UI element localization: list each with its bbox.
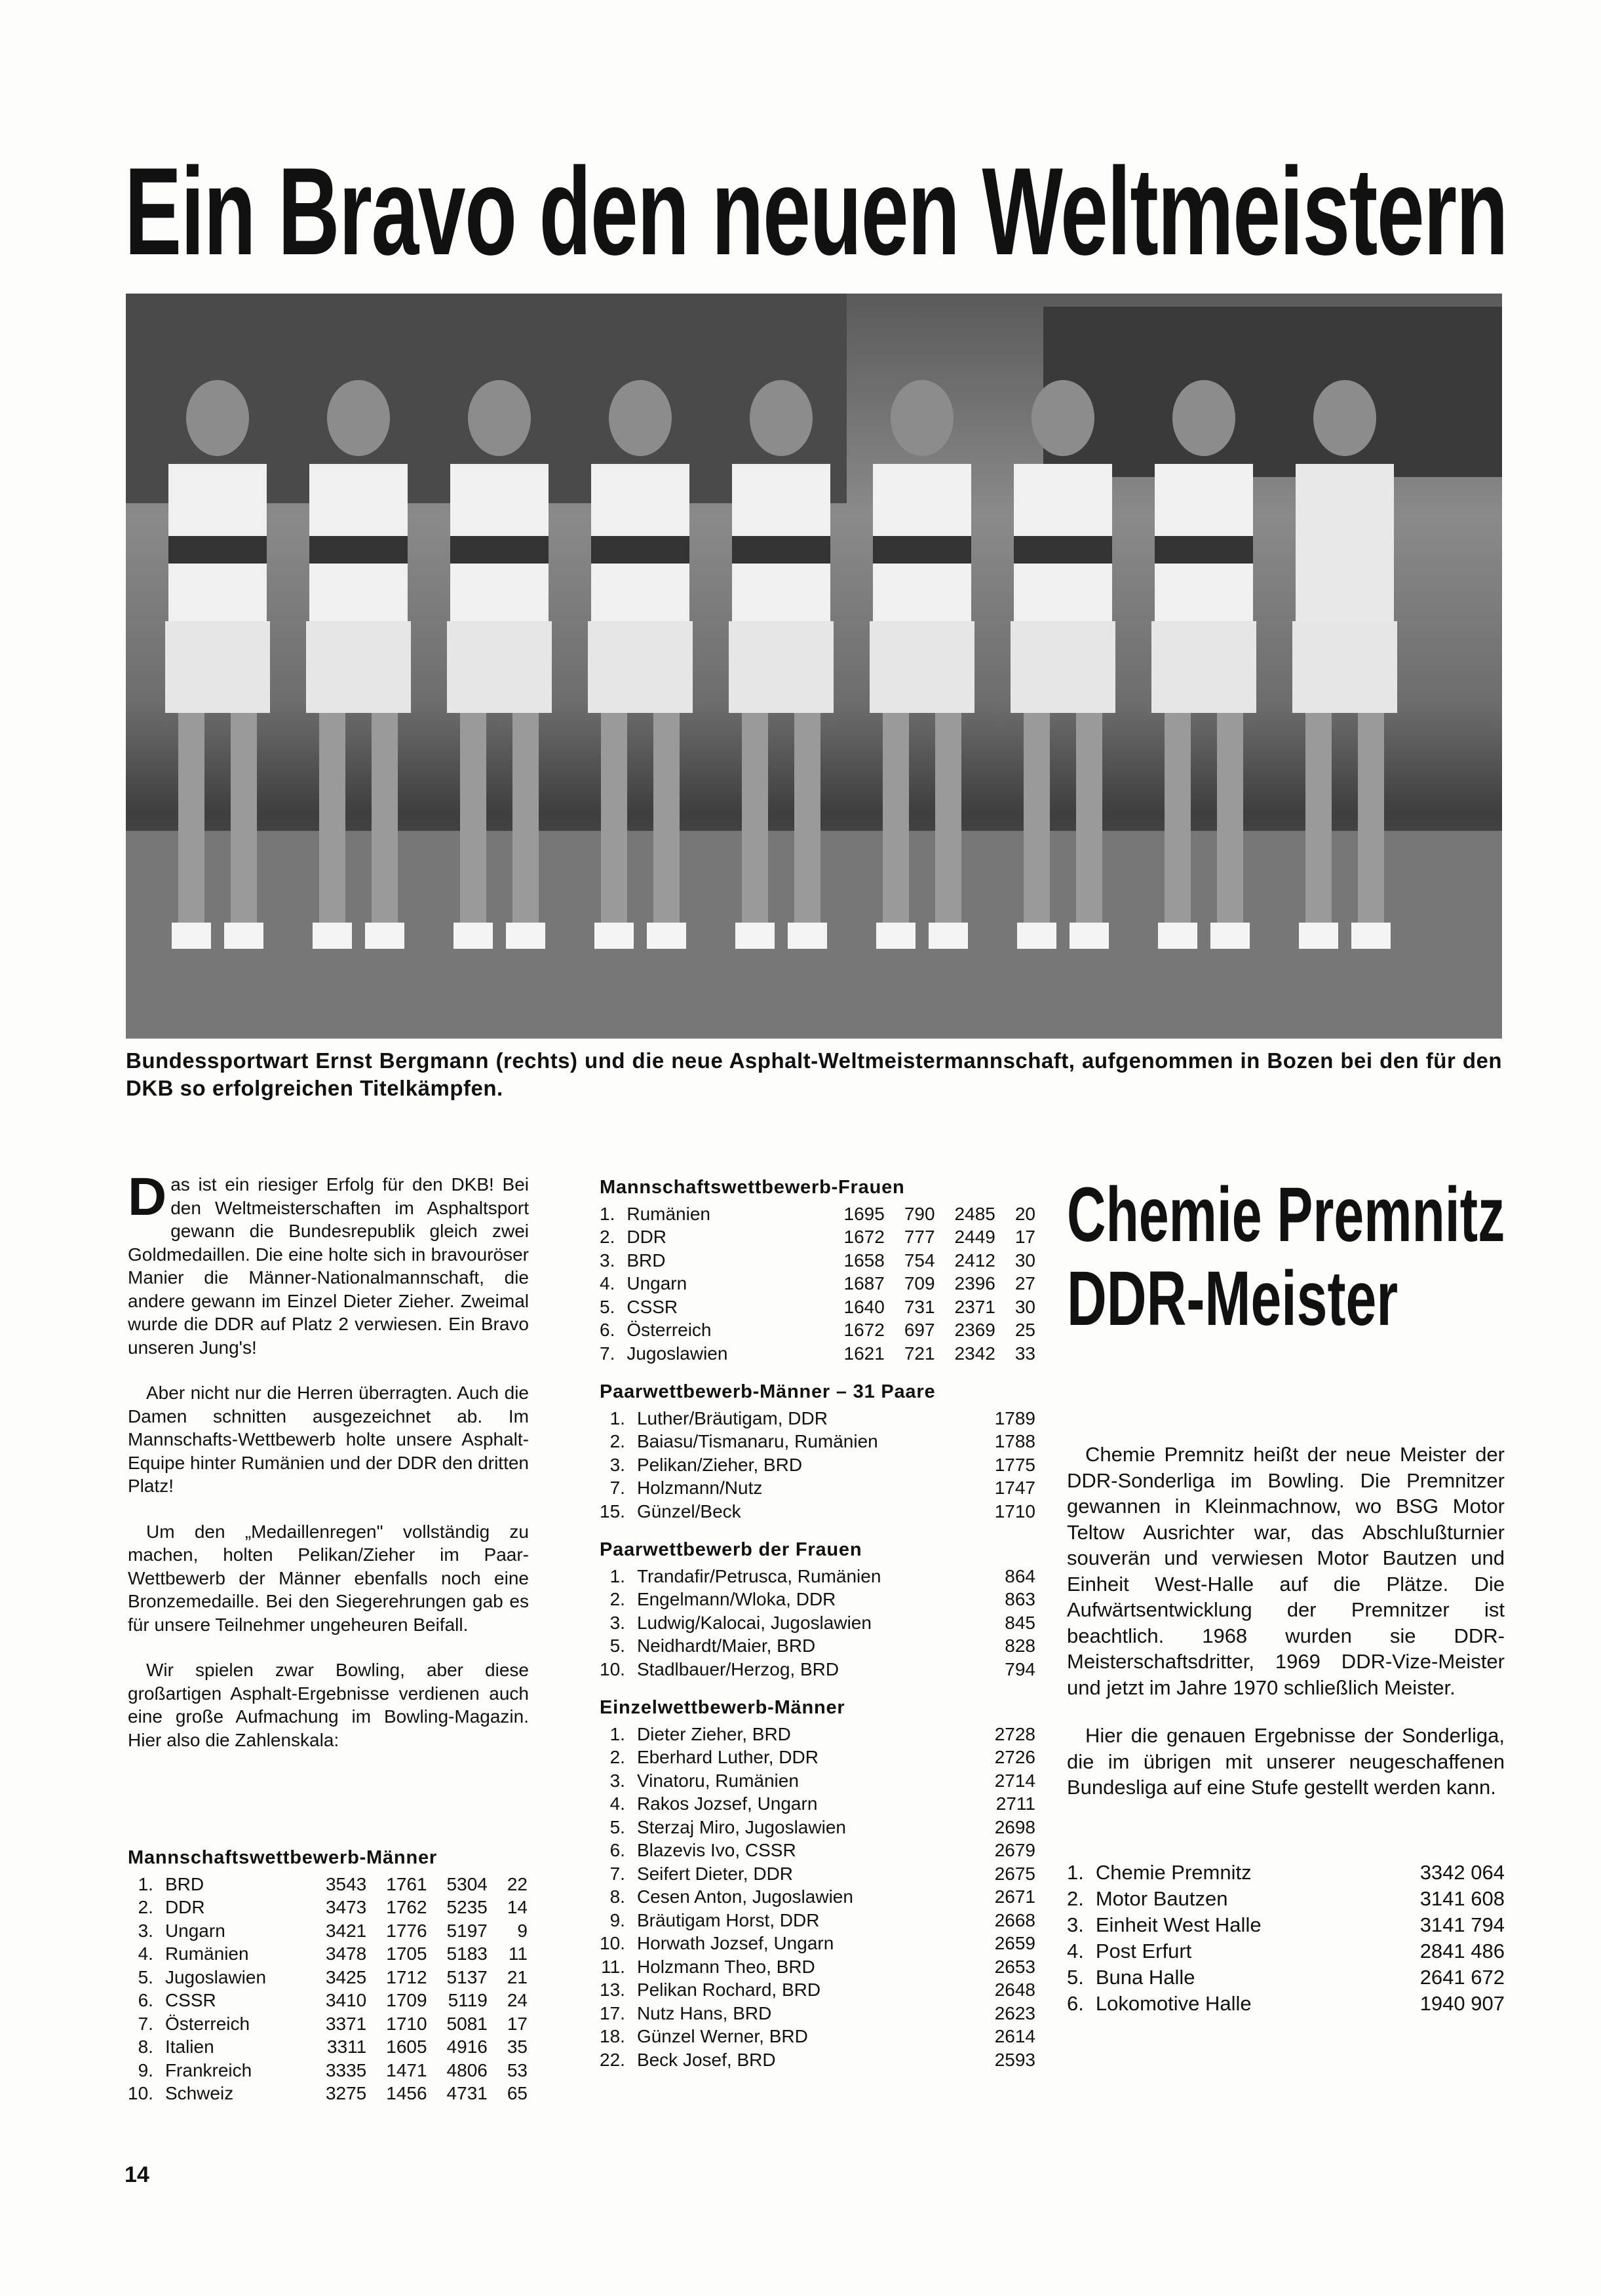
- table-row: [600, 1611, 1035, 1635]
- rank-cell: 10.: [128, 2083, 153, 2103]
- score-cell: 35: [507, 2037, 528, 2057]
- table-row: [600, 1342, 1035, 1366]
- table-title: Einzelwettbewerb-Männer: [600, 1697, 845, 1718]
- score-cell: 2371: [954, 1296, 995, 1317]
- name-cell: BRD: [627, 1250, 666, 1271]
- name-cell: Frankreich: [164, 2059, 252, 2080]
- score-cell: 5119: [448, 1990, 488, 2010]
- table-row: [600, 1792, 1035, 1816]
- name-cell: Pelikan/Zieher, BRD: [636, 1454, 803, 1475]
- score-cell: 1762: [386, 1897, 427, 1917]
- name-cell: Italien: [164, 2037, 214, 2057]
- name-cell: Buna Halle: [1095, 1965, 1195, 1989]
- rank-cell: 3.: [609, 1612, 625, 1633]
- score-cell: 1776: [386, 1920, 427, 1941]
- side-headline: [1067, 1173, 1505, 1343]
- rank-cell: 3.: [138, 1920, 153, 1941]
- rank-cell: 4.: [600, 1273, 615, 1293]
- score-cell: 3311: [327, 2037, 367, 2057]
- rank-cell: 22.: [600, 2049, 625, 2070]
- name-cell: Pelikan Rochard, BRD: [636, 1980, 821, 2000]
- name-cell: Ungarn: [164, 1920, 225, 1941]
- rank-cell: 1.: [609, 1723, 625, 1744]
- table-row: [128, 2012, 528, 2036]
- table-row: [600, 1407, 1035, 1430]
- rank-cell: 4.: [609, 1793, 625, 1814]
- table-row: [600, 1909, 1035, 1932]
- table-row: [600, 1816, 1035, 1839]
- score-cell: 41 486: [1442, 1939, 1505, 1962]
- score-cell: 2726: [994, 1747, 1035, 1767]
- table-row: [600, 1430, 1035, 1453]
- table-title: Paarwettbewerb-Männer – 31 Paare: [600, 1381, 936, 1402]
- score-cell: 2698: [994, 1816, 1035, 1837]
- rank-cell: 9.: [138, 2059, 153, 2080]
- table-title: Paarwettbewerb der Frauen: [600, 1539, 862, 1560]
- score-cell: 1695: [843, 1203, 885, 1224]
- rank-cell: 2.: [609, 1589, 625, 1609]
- rank-cell: 7.: [600, 1343, 615, 1364]
- women-pairs-results: [600, 1539, 1035, 1681]
- article-column: [128, 1167, 529, 1774]
- score-cell: 1761: [386, 1873, 427, 1894]
- table-row: [600, 1318, 1035, 1342]
- score-cell: 1788: [994, 1431, 1035, 1451]
- score-cell: 1705: [386, 1943, 427, 1964]
- title-text: Ein Bravo den neuen Weltmeistern: [125, 142, 1508, 281]
- score-cell: 2369: [954, 1320, 995, 1340]
- score-cell: 2449: [954, 1227, 995, 1247]
- rank-cell: 4.: [138, 1943, 153, 1964]
- rank-cell: 6.: [600, 1320, 615, 1340]
- rank-cell: 5.: [609, 1816, 625, 1837]
- score-cell: 1709: [386, 1990, 427, 2010]
- score-cell: 24: [507, 1990, 528, 2010]
- rank-cell: 2.: [609, 1747, 625, 1767]
- name-cell: BRD: [164, 1873, 204, 1894]
- score-cell: 4731: [446, 2083, 488, 2103]
- rank-cell: 11.: [601, 1956, 625, 1977]
- score-cell: 41 672: [1442, 1965, 1505, 1989]
- table-row: [600, 1295, 1035, 1319]
- score-cell: 2671: [994, 1886, 1035, 1907]
- score-cell: 790: [904, 1203, 935, 1224]
- rank-cell: 5.: [609, 1636, 625, 1656]
- score-cell: 17: [507, 2013, 528, 2034]
- article-paragraph: Um den „Medaillenregen" vollständig zu machen, holten Pelikan/Zieher im Paar-Wettbewerb der Männer ebenfalls noch eine Bronzemedaille. Bei den Siegerehrungen gab es für unsere Teilnehmer ungeheuren Beifall.: [128, 1521, 529, 1635]
- table-row: [1067, 1964, 1505, 1991]
- table-row: [600, 2048, 1035, 2072]
- table-row: [128, 1896, 528, 1919]
- table-row: [600, 1202, 1035, 1226]
- name-cell: Lokomotive Halle: [1095, 1991, 1252, 2015]
- score-cell: 17: [1014, 1227, 1035, 1247]
- score-cell: 27: [1014, 1273, 1035, 1293]
- name-cell: Günzel/Beck: [636, 1501, 741, 1521]
- name-cell: Österreich: [627, 1320, 712, 1340]
- rank-cell: 2.: [138, 1897, 153, 1917]
- rank-cell: 8.: [138, 2037, 153, 2057]
- headline-line: DDR-Meister: [1067, 1255, 1398, 1342]
- men-pairs-results: [600, 1381, 1035, 1523]
- table-row: [600, 1769, 1035, 1793]
- name-cell: Neidhardt/Maier, BRD: [636, 1636, 816, 1656]
- score-cell: 2623: [994, 2002, 1035, 2023]
- name-cell: Seifert Dieter, DDR: [636, 1863, 794, 1884]
- rank-cell: 18.: [600, 2026, 625, 2046]
- rank-cell: 2.: [1067, 1886, 1084, 1910]
- score-cell: 2675: [994, 1863, 1035, 1884]
- name-cell: CSSR: [164, 1990, 216, 2010]
- score-cell: 794: [1005, 1658, 1035, 1679]
- name-cell: Horwath Jozsef, Ungarn: [636, 1933, 834, 1953]
- men-single-results: [600, 1696, 1035, 2071]
- rank-cell: 13.: [600, 1980, 625, 2000]
- rank-cell: 17.: [600, 2002, 625, 2023]
- score-cell: 5081: [446, 2013, 488, 2034]
- table-row: [600, 1862, 1035, 1886]
- table-row: [128, 2035, 528, 2059]
- name-cell: Baiasu/Tismanaru, Rumänien: [636, 1431, 878, 1451]
- table-row: [600, 2025, 1035, 2048]
- table-row: [1067, 1991, 1505, 2017]
- score-cell: 33: [1014, 1343, 1035, 1364]
- name-cell: Nutz Hans, BRD: [636, 2002, 772, 2023]
- name-cell: Rumänien: [627, 1203, 710, 1224]
- article-paragraph: [128, 1167, 529, 1359]
- ddr-league-results: [1067, 1860, 1505, 2017]
- score-cell: 2728: [994, 1723, 1035, 1744]
- score-cell: 19: [1419, 1991, 1443, 2015]
- score-cell: 3410: [325, 1990, 367, 2010]
- score-cell: 1456: [386, 2083, 427, 2103]
- name-cell: Rakos Jozsef, Ungarn: [636, 1793, 818, 1814]
- table-row: [1067, 1886, 1505, 1912]
- team-photo-image: [126, 294, 1502, 1039]
- score-cell: 5137: [446, 1966, 488, 1987]
- score-cell: 1747: [994, 1478, 1035, 1498]
- rank-cell: 4.: [1067, 1939, 1084, 1962]
- results-table: [600, 1723, 1035, 2072]
- drop-cap: D: [128, 1167, 167, 1227]
- rank-cell: 9.: [609, 1909, 625, 1930]
- score-cell: 1710: [386, 2013, 427, 2034]
- score-cell: 721: [904, 1343, 935, 1364]
- name-cell: Dieter Zieher, BRD: [636, 1723, 791, 1744]
- table-row: [128, 1919, 528, 1943]
- score-cell: 5304: [446, 1873, 488, 1894]
- score-cell: 731: [904, 1296, 935, 1317]
- article-paragraph: Aber nicht nur die Herren überragten. Auch die Damen schnitten ausgezeichnet ab. Im Mannschafts-Wettbewerb holte unsere Asphalt-Equipe hinter Rumänien und der DDR den dritten Platz!: [128, 1383, 529, 1496]
- results-table: [1067, 1860, 1505, 2017]
- score-cell: 53: [507, 2059, 528, 2080]
- results-table: [128, 1873, 528, 2105]
- score-cell: 2679: [994, 1840, 1035, 1860]
- name-cell: CSSR: [627, 1296, 678, 1317]
- rank-cell: 1.: [609, 1407, 625, 1428]
- score-cell: 2614: [994, 2026, 1035, 2046]
- table-row: [128, 2059, 528, 2082]
- rank-cell: 1.: [138, 1873, 153, 1894]
- score-cell: 2659: [994, 1933, 1035, 1953]
- name-cell: Post Erfurt: [1095, 1939, 1192, 1962]
- table-row: [600, 1476, 1035, 1500]
- article-paragraph: Hier die genauen Ergebnisse der Sonderliga, die im übrigen mit unserer neugeschaffenen Bundesliga auf eine Stufe gestellt werden kann.: [1067, 1724, 1505, 1799]
- table-row: [128, 1942, 528, 1966]
- table-row: [600, 1746, 1035, 1769]
- score-cell: 42 064: [1442, 1860, 1505, 1884]
- table-row: [600, 1955, 1035, 1979]
- women-team-results: [600, 1176, 1035, 1365]
- name-cell: Jugoslawien: [164, 1966, 267, 1987]
- side-article: [1067, 1173, 1505, 2017]
- score-cell: 28: [1419, 1939, 1443, 1962]
- score-cell: 1672: [843, 1320, 885, 1340]
- score-cell: 709: [904, 1273, 935, 1293]
- rank-cell: 3.: [609, 1454, 625, 1475]
- rank-cell: 7.: [609, 1478, 625, 1498]
- name-cell: Vinatoru, Rumänien: [636, 1770, 799, 1791]
- table-row: [600, 2002, 1035, 2025]
- score-cell: 828: [1005, 1636, 1035, 1656]
- table-row: [128, 1873, 528, 1896]
- rank-cell: 5.: [1067, 1965, 1084, 1989]
- score-cell: 1672: [843, 1227, 885, 1247]
- table-row: [600, 1932, 1035, 1955]
- table-row: [1067, 1860, 1505, 1886]
- table-row: [600, 1272, 1035, 1295]
- table-row: [600, 1634, 1035, 1658]
- score-cell: 1712: [386, 1966, 427, 1987]
- score-cell: 1710: [994, 1501, 1035, 1521]
- table-row: [600, 1978, 1035, 2002]
- score-cell: 863: [1005, 1589, 1035, 1609]
- score-cell: 1640: [843, 1296, 885, 1317]
- table-row: [128, 1966, 528, 1989]
- rank-cell: 1.: [600, 1203, 615, 1224]
- table-row: [600, 1225, 1035, 1249]
- page-number: 14: [125, 2162, 149, 2187]
- name-cell: Holzmann/Nutz: [636, 1478, 763, 1498]
- score-cell: 25: [1014, 1320, 1035, 1340]
- name-cell: Motor Bautzen: [1095, 1886, 1228, 1910]
- rank-cell: 3.: [1067, 1913, 1084, 1936]
- score-cell: 2668: [994, 1909, 1035, 1930]
- score-cell: 3371: [325, 2013, 367, 2034]
- name-cell: Sterzaj Miro, Jugoslawien: [636, 1816, 846, 1837]
- score-cell: 3478: [325, 1943, 367, 1964]
- score-cell: 33: [1419, 1860, 1443, 1884]
- table-title: Mannschaftswettbewerb-Frauen: [600, 1177, 905, 1198]
- table-row: [128, 1989, 528, 2012]
- table-row: [600, 1565, 1035, 1588]
- rank-cell: 7.: [609, 1863, 625, 1884]
- score-cell: 697: [904, 1320, 935, 1340]
- rank-cell: 15.: [600, 1501, 625, 1521]
- name-cell: Cesen Anton, Jugoslawien: [636, 1886, 853, 1907]
- score-cell: 1789: [994, 1407, 1035, 1428]
- score-cell: 30: [1014, 1250, 1035, 1271]
- score-cell: 2485: [954, 1203, 995, 1224]
- page-title: [125, 142, 1508, 281]
- score-cell: 22: [507, 1873, 528, 1894]
- results-table: [600, 1407, 1035, 1523]
- table-row: [1067, 1938, 1505, 1964]
- name-cell: Holzmann Theo, BRD: [636, 1956, 815, 1977]
- table-title: Mannschaftswettbewerb-Männer: [128, 1847, 437, 1868]
- score-cell: 845: [1005, 1612, 1035, 1633]
- results-table: [600, 1202, 1035, 1366]
- name-cell: Ludwig/Kalocai, Jugoslawien: [636, 1612, 872, 1633]
- name-cell: Stadlbauer/Herzog, BRD: [636, 1658, 839, 1679]
- name-cell: DDR: [164, 1897, 205, 1917]
- name-cell: Chemie Premnitz: [1095, 1860, 1252, 1884]
- score-cell: 3425: [325, 1966, 367, 1987]
- table-row: [600, 1839, 1035, 1862]
- rank-cell: 6.: [1067, 1991, 1084, 2015]
- name-cell: Beck Josef, BRD: [636, 2049, 776, 2070]
- score-cell: 3543: [325, 1873, 367, 1894]
- table-row: [600, 1885, 1035, 1909]
- score-cell: 2653: [994, 1956, 1035, 1977]
- score-cell: 40 907: [1442, 1991, 1505, 2015]
- name-cell: Einheit West Halle: [1095, 1913, 1262, 1936]
- article-paragraph: Wir spielen zwar Bowling, aber diese großartigen Asphalt-Ergebnisse verdienen auch eine große Aufmachung im Bowling-Magazin. Hier also die Zahlenskala:: [128, 1660, 529, 1750]
- score-cell: 31: [1419, 1886, 1443, 1910]
- score-cell: 41 794: [1442, 1913, 1505, 1936]
- score-cell: 2714: [994, 1770, 1035, 1791]
- rank-cell: 1.: [1067, 1860, 1084, 1884]
- rank-cell: 5.: [600, 1296, 615, 1317]
- photo-caption: Bundessportwart Ernst Bergmann (rechts) und die neue Asphalt-Weltmeistermannschaft, aufgenommen in Bozen bei den für den DKB so erfolgreichen Titelkämpfen.: [126, 1048, 1502, 1100]
- score-cell: 2342: [954, 1343, 995, 1364]
- table-row: [600, 1588, 1035, 1611]
- headline-line: Chemie Premnitz: [1067, 1172, 1505, 1258]
- name-cell: Schweiz: [164, 2083, 234, 2103]
- results-column: [600, 1176, 1035, 2087]
- score-cell: 3473: [325, 1897, 367, 1917]
- name-cell: Ungarn: [627, 1273, 687, 1293]
- rank-cell: 1.: [609, 1565, 625, 1586]
- score-cell: 4916: [446, 2037, 488, 2057]
- name-cell: Rumänien: [164, 1943, 249, 1964]
- rank-cell: 3.: [600, 1250, 615, 1271]
- score-cell: 777: [904, 1227, 935, 1247]
- score-cell: 5183: [446, 1943, 488, 1964]
- paragraph-text: as ist ein riesiger Erfolg für den DKB! Bei den Weltmeisterschaften im Asphaltsport gewann die Bundesrepublik gleich zwei Goldmedaillen. Die eine holte sich in bravouröser Manier die Männer-Nationalmannschaft, die andere gewann im Einzel Dieter Zieher. Zweimal wurde die DDR auf Platz 2 verwiesen. Ein Bravo unseren Jung's!: [128, 1174, 529, 1358]
- score-cell: 2593: [994, 2049, 1035, 2070]
- name-cell: DDR: [627, 1227, 667, 1247]
- score-cell: 2711: [995, 1793, 1035, 1814]
- score-cell: 65: [507, 2083, 528, 2103]
- score-cell: 5197: [446, 1920, 488, 1941]
- article-paragraph: Chemie Premnitz heißt der neue Meister der DDR-Sonderliga im Bowling. Die Premnitzer gewannen in Kleinmachnow, wo BSG Motor Teltow Ausrichter war, das Abschlußturnier souverän und verwiesen Motor Bautzen und Einheit West-Halle auf die Plätze. Die Aufwärtsentwicklung der Premnitzer ist beachtlich. 1968 wurden sie DDR-Meisterschaftsdritter, 1969 DDR-Vize-Meister und jetzt im Jahre 1970 schließlich Meister.: [1067, 1443, 1505, 1699]
- rank-cell: 2.: [609, 1431, 625, 1451]
- score-cell: 2648: [994, 1980, 1035, 2000]
- score-cell: 1621: [843, 1343, 885, 1364]
- score-cell: 14: [507, 1897, 528, 1917]
- team-photo: [126, 294, 1502, 1039]
- score-cell: 20: [1014, 1203, 1035, 1224]
- score-cell: 864: [1005, 1565, 1035, 1586]
- score-cell: 30: [1014, 1296, 1035, 1317]
- rank-cell: 6.: [138, 1990, 153, 2010]
- score-cell: 26: [1419, 1965, 1443, 1989]
- rank-cell: 5.: [138, 1966, 153, 1987]
- score-cell: 3275: [325, 2083, 367, 2103]
- score-cell: 1687: [843, 1273, 885, 1293]
- score-cell: 4806: [446, 2059, 488, 2080]
- score-cell: 41 608: [1442, 1886, 1505, 1910]
- score-cell: 1471: [386, 2059, 427, 2080]
- score-cell: 1775: [994, 1454, 1035, 1475]
- table-row: [600, 1723, 1035, 1746]
- rank-cell: 7.: [138, 2013, 153, 2034]
- score-cell: 9: [517, 1920, 528, 1941]
- table-row: [600, 1500, 1035, 1523]
- score-cell: 5235: [446, 1897, 488, 1917]
- score-cell: 3335: [325, 2059, 367, 2080]
- name-cell: Österreich: [164, 2013, 250, 2034]
- name-cell: Bräutigam Horst, DDR: [636, 1909, 820, 1930]
- score-cell: 2412: [954, 1250, 995, 1271]
- men-team-results: [128, 1846, 528, 2105]
- name-cell: Blazevis Ivo, CSSR: [636, 1840, 796, 1860]
- results-table: [600, 1565, 1035, 1681]
- score-cell: 1658: [843, 1250, 885, 1271]
- rank-cell: 2.: [600, 1227, 615, 1247]
- name-cell: Günzel Werner, BRD: [636, 2026, 808, 2046]
- table-row: [600, 1453, 1035, 1477]
- rank-cell: 10.: [600, 1933, 625, 1953]
- score-cell: 1605: [386, 2037, 427, 2057]
- table-row: [128, 2082, 528, 2105]
- score-cell: 21: [507, 1966, 528, 1987]
- name-cell: Luther/Bräutigam, DDR: [636, 1407, 828, 1428]
- score-cell: 754: [904, 1250, 935, 1271]
- name-cell: Jugoslawien: [627, 1343, 728, 1364]
- score-cell: 2396: [954, 1273, 995, 1293]
- rank-cell: 6.: [609, 1840, 625, 1860]
- score-cell: 3421: [325, 1920, 367, 1941]
- table-row: [600, 1249, 1035, 1272]
- name-cell: Eberhard Luther, DDR: [636, 1747, 819, 1767]
- score-cell: 11: [508, 1943, 528, 1964]
- name-cell: Trandafir/Petrusca, Rumänien: [636, 1565, 881, 1586]
- table-row: [600, 1658, 1035, 1681]
- name-cell: Engelmann/Wloka, DDR: [636, 1589, 836, 1609]
- rank-cell: 8.: [609, 1886, 625, 1907]
- rank-cell: 10.: [600, 1658, 625, 1679]
- table-row: [1067, 1912, 1505, 1938]
- score-cell: 31: [1419, 1913, 1443, 1936]
- rank-cell: 3.: [609, 1770, 625, 1791]
